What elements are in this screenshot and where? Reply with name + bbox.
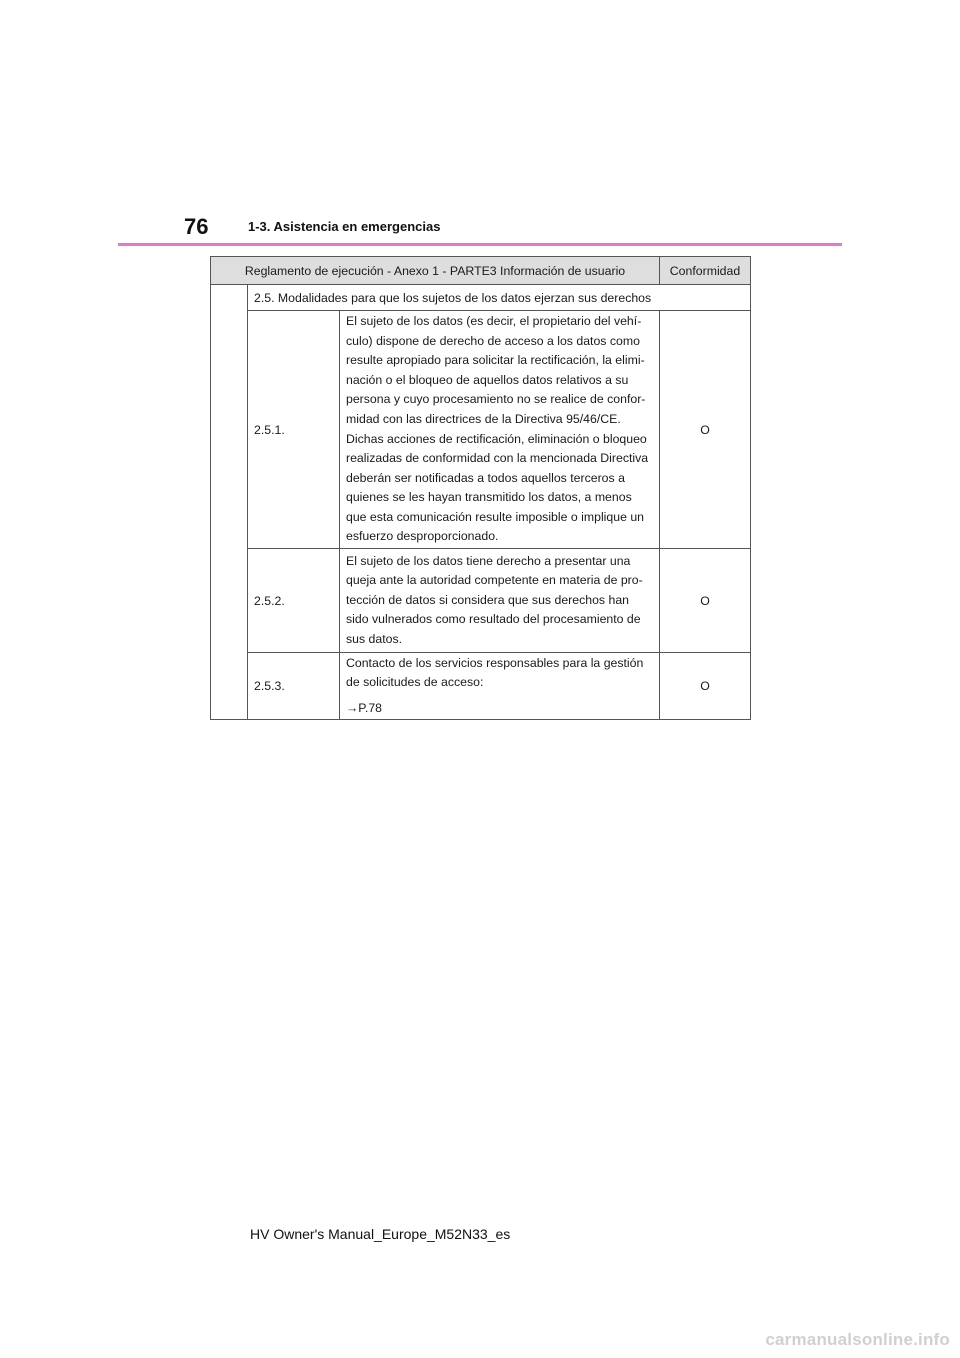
watermark: carmanualsonline.info [765, 1330, 950, 1349]
item-number: 2.5.1. [248, 311, 340, 549]
column-header-regulation: Reglamento de ejecución - Anexo 1 - PARTE3 Información de usuario [211, 257, 660, 285]
item-description: Contacto de los servicios responsables para la gestión de solicitudes de acceso: [346, 655, 644, 690]
section-title: 1-3. Asistencia en emergencias [248, 219, 441, 234]
item-conformity: O [660, 653, 751, 720]
table-row [211, 653, 751, 720]
table-row [211, 285, 751, 311]
item-conformity: O [660, 549, 751, 653]
footer-manual-name: HV Owner's Manual_Europe_M52N33_es [250, 1226, 511, 1242]
table-row [211, 549, 751, 653]
page-reference: →P.78 [346, 700, 383, 715]
table-header-row [211, 257, 751, 285]
table-row [211, 311, 751, 549]
section-subheading: 2.5. Modalidades para que los sujetos de los datos ejerzan sus derechos [248, 285, 751, 311]
column-header-conformity: Conformidad [660, 257, 751, 285]
item-description: El sujeto de los datos (es decir, el propietario del vehículo) dispone de derecho de acceso a los datos como resulte apropiado para solicitar la rectificación, la eliminación o el bloqueo de aquellos datos relativos a su persona y cuyo procesamiento no se realice de conformidad con las directrices de la Directiva 95/46/CE. Dichas acciones de rectificación, eliminación o bloqueo realizadas de conformidad con la mencionada Directiva deberán ser notificadas a todos aquellos terceros a quienes se les hayan transmitido los datos, a menos que esta comunicación resulte imposible o implique un esfuerzo desproporcionado. [340, 311, 660, 549]
item-number: 2.5.2. [248, 549, 340, 653]
page-number: 76 [184, 214, 209, 239]
header-rule [118, 243, 842, 246]
regulation-table [210, 256, 751, 720]
indent-cell [211, 285, 248, 720]
item-number: 2.5.3. [248, 653, 340, 720]
item-conformity: O [660, 311, 751, 549]
item-description: El sujeto de los datos tiene derecho a presentar una queja ante la autoridad competente en materia de protección de datos si considera que sus derechos han sido vulnerados como resultado del procesamiento de sus datos. [340, 549, 660, 653]
item-description-cell [340, 653, 660, 720]
